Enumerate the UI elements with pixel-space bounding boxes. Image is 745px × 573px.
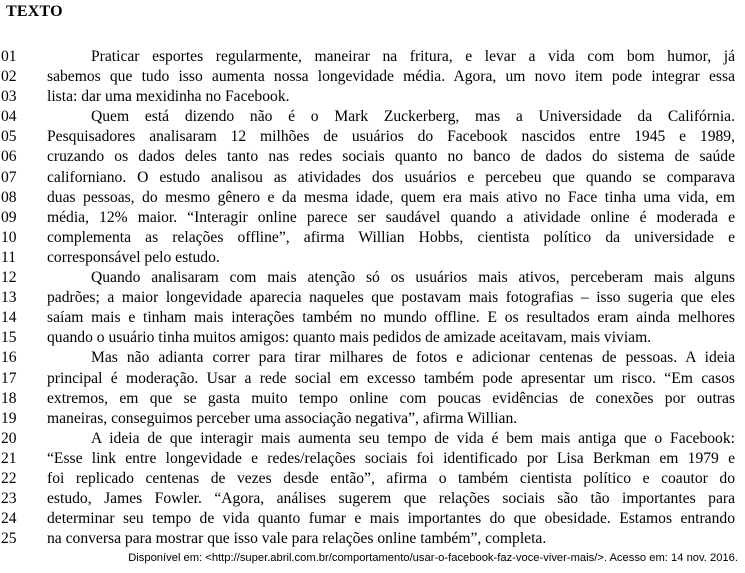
line-text: Quando analisaram com mais atenção só os usuários mais ativos, perceberam mais alguns — [91, 269, 735, 287]
source-citation: Disponível em: <http://super.abril.com.br/comportamento/usar-o-facebook-faz-voce-viver-mais/>. Acesso em: 14 nov. 2016. — [128, 552, 738, 564]
line-number: 17 — [1, 369, 17, 387]
line-number: 06 — [1, 148, 17, 166]
text-line-14 — [0, 308, 745, 328]
line-text: Praticar esportes regularmente, maneirar na fritura, e levar a vida com bom humor, já — [91, 48, 735, 65]
line-number: 08 — [1, 188, 17, 206]
line-number: 02 — [1, 68, 17, 86]
text-line-05 — [0, 127, 745, 147]
line-text: quando o usuário tinha muitos amigos: quanto mais pedidos de amizade aceitavam, mais viviam. — [47, 329, 652, 347]
line-number: 23 — [1, 490, 17, 508]
line-text: sabemos que tudo isso aumenta nossa longevidade média. Agora, um novo item pode integrar essa — [47, 68, 735, 86]
line-text: principal é moderação. Usar a rede social em excesso também pode apresentar um risco. “Em casos — [47, 369, 735, 387]
line-text: A ideia de que interagir mais aumenta seu tempo de vida é bem mais antiga que o Facebook: — [91, 429, 735, 447]
line-number: 13 — [1, 289, 17, 307]
line-number: 20 — [1, 429, 17, 447]
line-text: Pesquisadores analisaram 12 milhões de usuários do Facebook nascidos entre 1945 e 1989, — [47, 128, 735, 146]
line-text: foi replicado centenas de vezes desde então”, afirma o também cientista político e coautor do — [47, 469, 735, 487]
text-line-01 — [0, 47, 745, 67]
text-line-20 — [0, 429, 745, 449]
text-line-19 — [0, 409, 745, 429]
line-number: 22 — [1, 469, 17, 487]
line-text: determinar seu tempo de vida quanto fumar e mais importantes do que obesidade. Estamos entrando — [47, 510, 735, 528]
line-number: 05 — [1, 128, 17, 146]
line-text: saíam mais e tinham mais interações também no mundo offline. E os resultados eram ainda melhores — [47, 309, 735, 327]
line-number: 15 — [1, 329, 17, 347]
text-line-09 — [0, 208, 745, 228]
line-text: lista: dar uma mexidinha no Facebook. — [47, 88, 290, 106]
text-line-18 — [0, 389, 745, 409]
text-line-15 — [0, 328, 745, 348]
line-text: estudo, James Fowler. “Agora, análises sugerem que relações sociais são tão importantes para — [47, 490, 735, 508]
text-line-23 — [0, 489, 745, 509]
line-number: 21 — [1, 449, 17, 467]
line-number: 12 — [1, 269, 17, 287]
line-text: Quem está dizendo não é o Mark Zuckerberg, mas a Universidade da Califórnia. — [91, 108, 735, 126]
text-line-11 — [0, 248, 745, 268]
line-text: extremos, em que se gasta muito tempo online com poucas evidências de conexões por outras — [47, 389, 735, 407]
text-line-04 — [0, 107, 745, 127]
text-line-13 — [0, 288, 745, 308]
line-number: 25 — [1, 530, 17, 548]
line-text: duas pessoas, do mesmo gênero e da mesma idade, quem era mais ativo no Face tinha uma vida, em — [47, 188, 735, 206]
text-line-03 — [0, 87, 745, 107]
line-number: 14 — [1, 309, 17, 327]
line-text: corresponsável pelo estudo. — [47, 248, 220, 266]
line-number: 01 — [1, 48, 17, 65]
text-line-24 — [0, 509, 745, 529]
text-line-25 — [0, 529, 745, 549]
numbered-text-body — [0, 47, 745, 549]
text-line-07 — [0, 168, 745, 188]
text-line-16 — [0, 348, 745, 368]
line-text: cruzando os dados deles tanto nas redes sociais quanto no banco de dados do sistema de saúde — [47, 148, 735, 166]
line-text: “Esse link entre longevidade e redes/relações sociais foi identificado por Lisa Berkman em 1979 e — [47, 449, 735, 467]
line-number: 11 — [1, 248, 17, 266]
line-text: na conversa para mostrar que isso vale para relações online também”, completa. — [47, 530, 547, 548]
line-text: padrões; a maior longevidade aparecia naqueles que postavam mais fotografias – isso sugeria que eles — [47, 289, 735, 307]
line-number: 24 — [1, 510, 17, 528]
line-number: 09 — [1, 208, 17, 226]
line-text: californiano. O estudo analisou as atividades dos usuários e percebeu que quando se comparava — [47, 168, 735, 186]
line-number: 03 — [1, 88, 17, 106]
text-line-10 — [0, 228, 745, 248]
line-text: maneiras, conseguimos perceber uma associação negativa”, afirma Willian. — [47, 409, 518, 427]
line-number: 04 — [1, 108, 17, 126]
text-line-22 — [0, 469, 745, 489]
text-line-12 — [0, 268, 745, 288]
page-title: TEXTO — [6, 3, 63, 20]
line-number: 07 — [1, 168, 17, 186]
text-line-17 — [0, 369, 745, 389]
line-text: Mas não adianta correr para tirar milhares de fotos e adicionar centenas de pessoas. A ideia — [91, 349, 735, 367]
text-line-06 — [0, 147, 745, 167]
line-number: 10 — [1, 228, 17, 246]
text-line-08 — [0, 188, 745, 208]
line-number: 18 — [1, 389, 17, 407]
line-text: média, 12% maior. “Interagir online parece ser saudável quando a atividade online é moderada e — [47, 208, 735, 226]
text-line-02 — [0, 67, 745, 87]
line-number: 16 — [1, 349, 17, 367]
line-number: 19 — [1, 409, 17, 427]
line-text: complementa as relações offline”, afirma Willian Hobbs, cientista político da universidade e — [47, 228, 735, 246]
text-line-21 — [0, 449, 745, 469]
